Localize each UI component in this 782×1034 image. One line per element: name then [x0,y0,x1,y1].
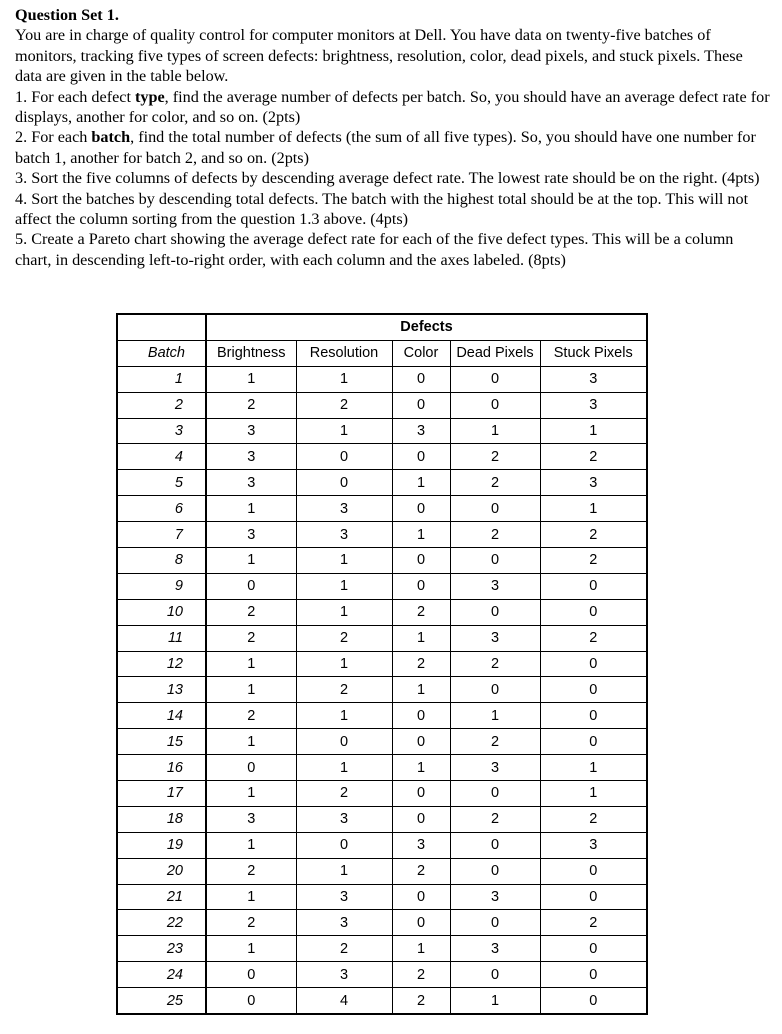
color-cell: 0 [392,366,450,392]
question-item-3: 3. Sort the five columns of defects by descending average defect rate. The lowest rate should be on the right. (4pts) [15,169,760,188]
color-cell: 2 [392,651,450,677]
dead-pixels-cell: 0 [450,910,540,936]
table-body [117,366,647,1014]
question-title: Question Set 1. [15,6,119,24]
brightness-cell: 3 [206,806,296,832]
color-cell: 0 [392,729,450,755]
resolution-cell: 1 [296,858,392,884]
color-cell: 1 [392,755,450,781]
question-item-4: 4. Sort the batches by descending total defects. The batch with the highest total should be at the top. This will not affect the column sorting from the question 1.3 above. (4pts) [15,189,749,229]
table-row [117,366,647,392]
column-header-resolution: Resolution [296,340,392,366]
brightness-cell: 1 [206,729,296,755]
stuck-pixels-cell: 2 [540,806,647,832]
brightness-cell: 1 [206,496,296,522]
batch-cell: 23 [117,936,206,962]
color-cell: 0 [392,806,450,832]
dead-pixels-cell: 3 [450,884,540,910]
brightness-cell: 1 [206,651,296,677]
table-row [117,858,647,884]
brightness-cell: 1 [206,884,296,910]
table-row [117,418,647,444]
table-row [117,936,647,962]
batch-cell: 6 [117,496,206,522]
stuck-pixels-cell: 1 [540,418,647,444]
resolution-cell: 1 [296,548,392,574]
color-cell: 0 [392,444,450,470]
resolution-cell: 1 [296,651,392,677]
dead-pixels-cell: 0 [450,781,540,807]
table-row [117,832,647,858]
batch-cell: 12 [117,651,206,677]
table-row [117,988,647,1014]
color-cell: 0 [392,703,450,729]
stuck-pixels-cell: 1 [540,781,647,807]
brightness-cell: 0 [206,988,296,1014]
dead-pixels-cell: 0 [450,599,540,625]
resolution-cell: 2 [296,625,392,651]
question-text [15,5,770,270]
stuck-pixels-cell: 0 [540,936,647,962]
stuck-pixels-cell: 0 [589,992,598,1009]
dead-pixels-cell: 2 [450,470,540,496]
defects-table-container [116,313,648,1015]
column-header-batch: Batch [117,340,206,366]
stuck-pixels-cell: 0 [540,703,647,729]
resolution-cell: 1 [296,418,392,444]
question-intro: You are in charge of quality control for computer monitors at Dell. You have data on twenty-five batches of monitors, tracking five types of screen defects: brightness, resolution, color, dead pixels, and stuck pixels. These data are given in the table below. [15,26,743,86]
color-cell: 1 [392,470,450,496]
brightness-cell: 2 [206,392,296,418]
stuck-pixels-cell: 0 [540,858,647,884]
brightness-cell: 1 [206,936,296,962]
question-item-5: 5. Create a Pareto chart showing the average defect rate for each of the five defect types. This will be a column chart, in descending left-to-right order, with each column and the axes labeled. (8pts) [15,230,734,269]
resolution-cell: 1 [296,703,392,729]
item-2-text-b: , find the total number of defects (the sum of all five types). So, you should have one number for batch 1, another for batch 2, and so on. (2pts) [15,128,756,167]
stuck-pixels-cell: 3 [540,470,647,496]
batch-cell: 4 [117,444,206,470]
color-cell: 0 [392,910,450,936]
brightness-cell: 3 [206,418,296,444]
dead-pixels-cell: 0 [450,496,540,522]
stuck-pixels-cell: 2 [540,444,647,470]
color-cell: 0 [392,496,450,522]
dead-pixels-cell: 3 [450,573,540,599]
dead-pixels-cell: 2 [450,729,540,755]
stuck-pixels-cell: 3 [540,392,647,418]
batch-cell: 5 [117,470,206,496]
dead-pixels-cell: 2 [450,444,540,470]
resolution-cell: 4 [296,988,392,1014]
stuck-pixels-cell: 2 [540,910,647,936]
dead-pixels-cell: 0 [450,962,540,988]
dead-pixels-cell: 2 [450,806,540,832]
resolution-cell: 0 [296,729,392,755]
batch-cell: 19 [117,832,206,858]
stuck-pixels-cell: 0 [540,573,647,599]
resolution-cell: 0 [296,444,392,470]
column-header-color: Color [392,340,450,366]
column-header-brightness: Brightness [206,340,296,366]
table-row [117,755,647,781]
batch-cell: 8 [117,548,206,574]
resolution-cell: 0 [296,470,392,496]
batch-cell: 22 [117,910,206,936]
brightness-cell: 2 [206,703,296,729]
batch-cell: 7 [117,522,206,548]
table-row [117,806,647,832]
batch-cell: 18 [117,806,206,832]
dead-pixels-cell: 0 [450,858,540,884]
dead-pixels-cell: 0 [450,677,540,703]
column-header-dead-pixels: Dead Pixels [450,340,540,366]
brightness-cell: 1 [206,677,296,703]
stuck-pixels-cell: 2 [540,625,647,651]
batch-cell: 2 [117,392,206,418]
brightness-cell: 1 [206,366,296,392]
resolution-cell: 3 [296,962,392,988]
batch-cell: 24 [117,962,206,988]
batch-cell: 1 [117,366,206,392]
item-2-emphasis: batch [91,128,131,147]
batch-cell: 25 [117,988,206,1014]
resolution-cell: 3 [296,884,392,910]
table-row [117,522,647,548]
stuck-pixels-cell: 0 [540,962,647,988]
batch-cell: 20 [117,858,206,884]
batch-cell: 16 [117,755,206,781]
table-row [117,677,647,703]
stuck-pixels-cell: 2 [540,522,647,548]
resolution-cell: 3 [296,910,392,936]
question-item-1 [15,87,770,128]
brightness-cell: 3 [206,444,296,470]
table-row [117,392,647,418]
batch-cell: 9 [117,573,206,599]
dead-pixels-cell: 0 [450,392,540,418]
color-cell: 2 [392,962,450,988]
stuck-pixels-cell: 2 [540,548,647,574]
table-row [117,573,647,599]
resolution-cell: 3 [296,806,392,832]
question-item-2 [15,127,770,168]
color-cell: 1 [392,936,450,962]
brightness-cell: 1 [206,781,296,807]
brightness-cell: 2 [206,599,296,625]
resolution-cell: 1 [296,599,392,625]
resolution-cell: 0 [296,832,392,858]
resolution-cell: 3 [296,522,392,548]
column-header-stuck-pixels: Stuck Pixels [540,340,647,366]
item-1-emphasis: type [135,87,165,106]
resolution-cell: 1 [296,366,392,392]
item-1-text-a: 1. For each defect [15,87,135,106]
defects-group-header: Defects [206,314,647,340]
dead-pixels-cell: 0 [450,832,540,858]
brightness-cell: 1 [206,832,296,858]
dead-pixels-cell: 1 [450,703,540,729]
stuck-pixels-cell: 0 [540,651,647,677]
batch-cell: 10 [117,599,206,625]
table-row [117,729,647,755]
table-row [117,599,647,625]
color-cell: 0 [392,392,450,418]
batch-cell: 14 [117,703,206,729]
resolution-cell: 2 [296,936,392,962]
table-row [117,781,647,807]
color-cell: 0 [392,548,450,574]
stuck-pixels-cell: 3 [540,366,647,392]
stuck-pixels-cell: 3 [540,832,647,858]
table-row [117,496,647,522]
brightness-cell: 3 [206,522,296,548]
resolution-cell: 1 [296,573,392,599]
table-row [117,910,647,936]
brightness-cell: 2 [206,858,296,884]
stuck-pixels-cell: 0 [540,677,647,703]
brightness-cell: 0 [206,573,296,599]
resolution-cell: 2 [296,677,392,703]
color-cell: 0 [392,884,450,910]
color-cell: 0 [392,781,450,807]
brightness-cell: 3 [206,470,296,496]
brightness-cell: 2 [206,910,296,936]
batch-cell: 3 [117,418,206,444]
stuck-pixels-cell: 0 [540,729,647,755]
brightness-cell: 2 [206,625,296,651]
table-row [117,962,647,988]
color-cell: 1 [392,522,450,548]
color-cell: 1 [392,625,450,651]
batch-cell: 11 [117,625,206,651]
resolution-cell: 2 [296,781,392,807]
stuck-pixels-cell: 0 [540,599,647,625]
dead-pixels-cell: 0 [450,366,540,392]
stuck-pixels-cell: 0 [540,884,647,910]
table-row [117,651,647,677]
color-cell: 3 [392,418,450,444]
batch-cell: 13 [117,677,206,703]
table-row [117,470,647,496]
group-header-row [117,314,647,340]
color-cell: 3 [392,832,450,858]
dead-pixels-cell: 3 [450,936,540,962]
brightness-cell: 0 [206,962,296,988]
dead-pixels-cell: 0 [450,548,540,574]
batch-cell: 15 [117,729,206,755]
dead-pixels-cell: 3 [450,755,540,781]
resolution-cell: 2 [296,392,392,418]
column-header-row [117,340,647,366]
dead-pixels-cell: 2 [450,651,540,677]
table-row [117,548,647,574]
color-cell: 2 [392,599,450,625]
color-cell: 0 [392,573,450,599]
item-1-text-b: , find the average number of defects per batch. So, you should have an average defect rate for displays, another for color, and so on. (2pts) [15,87,770,127]
dead-pixels-cell: 1 [450,988,540,1014]
stuck-pixels-cell: 1 [540,755,647,781]
defects-table [116,313,648,1015]
table-row [117,703,647,729]
item-2-text-a: 2. For each [15,128,92,147]
table-row [117,884,647,910]
resolution-cell: 1 [296,755,392,781]
color-cell: 1 [392,677,450,703]
dead-pixels-cell: 2 [450,522,540,548]
table-row [117,625,647,651]
brightness-cell: 0 [206,755,296,781]
resolution-cell: 3 [296,496,392,522]
color-cell: 2 [392,988,450,1014]
dead-pixels-cell: 3 [450,625,540,651]
dead-pixels-cell: 1 [450,418,540,444]
brightness-cell: 1 [206,548,296,574]
batch-cell: 21 [117,884,206,910]
corner-cell [117,314,206,340]
color-cell: 2 [392,858,450,884]
batch-cell: 17 [117,781,206,807]
table-row [117,444,647,470]
stuck-pixels-cell: 1 [540,496,647,522]
